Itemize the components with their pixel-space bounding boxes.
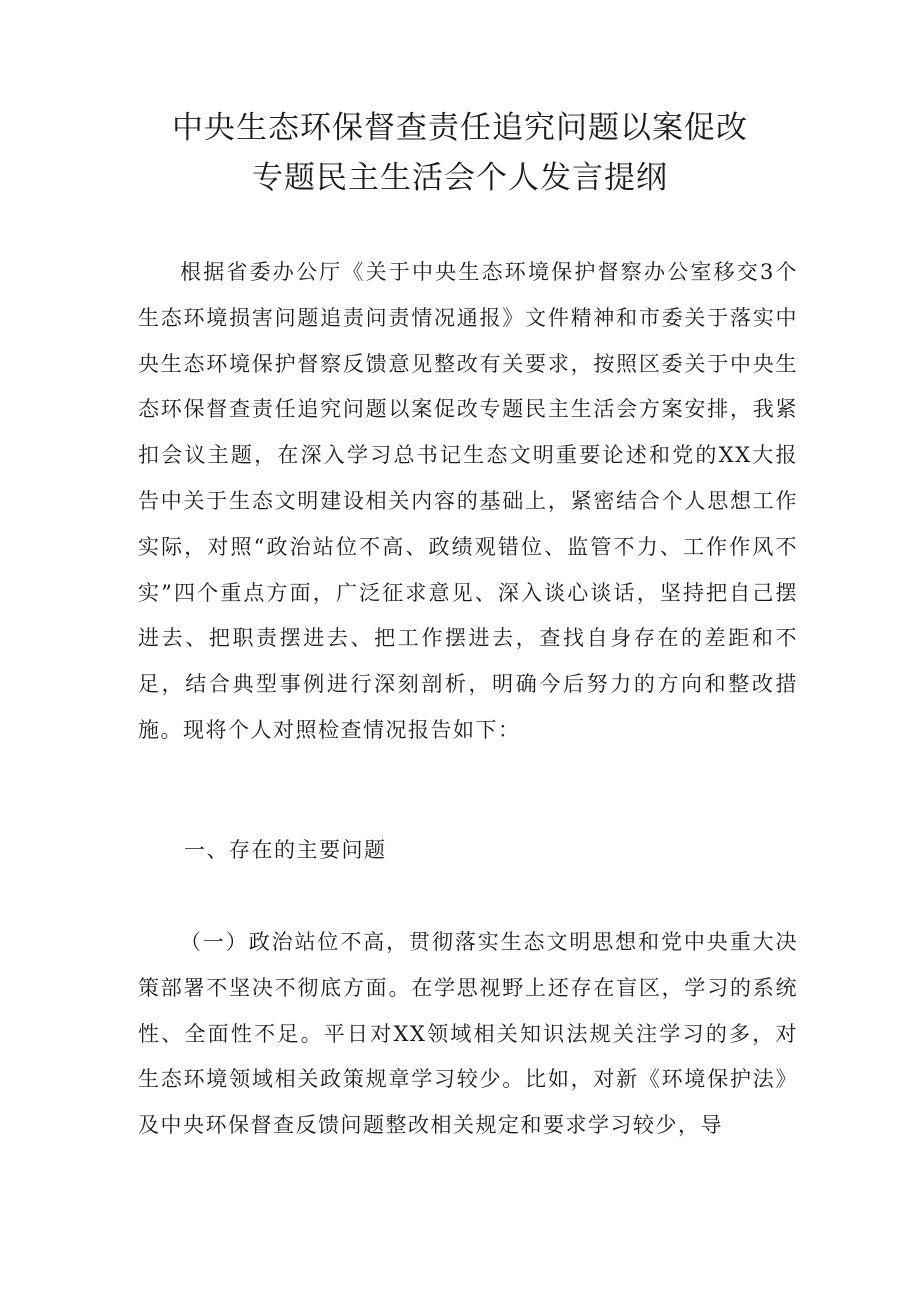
document-title-line-2: 专题民主生活会个人发言提纲 bbox=[252, 160, 668, 196]
document-title-line-1: 中央生态环保督查责任追究问题以案促改 bbox=[172, 110, 748, 146]
section-heading-main-problems: 一、存在的主要问题 bbox=[184, 838, 387, 862]
intro-paragraph: 根据省委办公厅《关于中央生态环境保护督察办公室移交3个生态环境损害问题追责问责情况通报》文件精神和市委关于落实中央生态环境保护督察反馈意见整改有关要求，按照区委关于中央生态环保督查责任追究问题以案促改专题民主生活会方案安排，我紧扣会议主题，在深入学习总书记生态文明重要论述和党的XX大报告中关于生态文明建设相关内容的基础上，紧密结合个人思想工作实际，对照“政治站位不高、政绩观错位、监管不力、工作作风不实”四个重点方面，广泛征求意见、深入谈心谈话，坚持把自己摆进去、把职责摆进去、把工作摆进去，查找自身存在的差距和不足，结合典型事例进行深刻剖析，明确今后努力的方向和整改措施。现将个人对照检查情况报告如下： bbox=[138, 260, 798, 742]
section-paragraph-political-stance: （一）政治站位不高，贯彻落实生态文明思想和党中央重大决策部署不坚决不彻底方面。在学思视野上还存在盲区，学习的系统性、全面性不足。平日对XX领域相关知识法规关注学习的多，对生态环境领域相关政策规章学习较少。比如，对新《环境保护法》及中央环保督查反馈问题整改相关规定和要求学习较少，导 bbox=[138, 930, 798, 1138]
